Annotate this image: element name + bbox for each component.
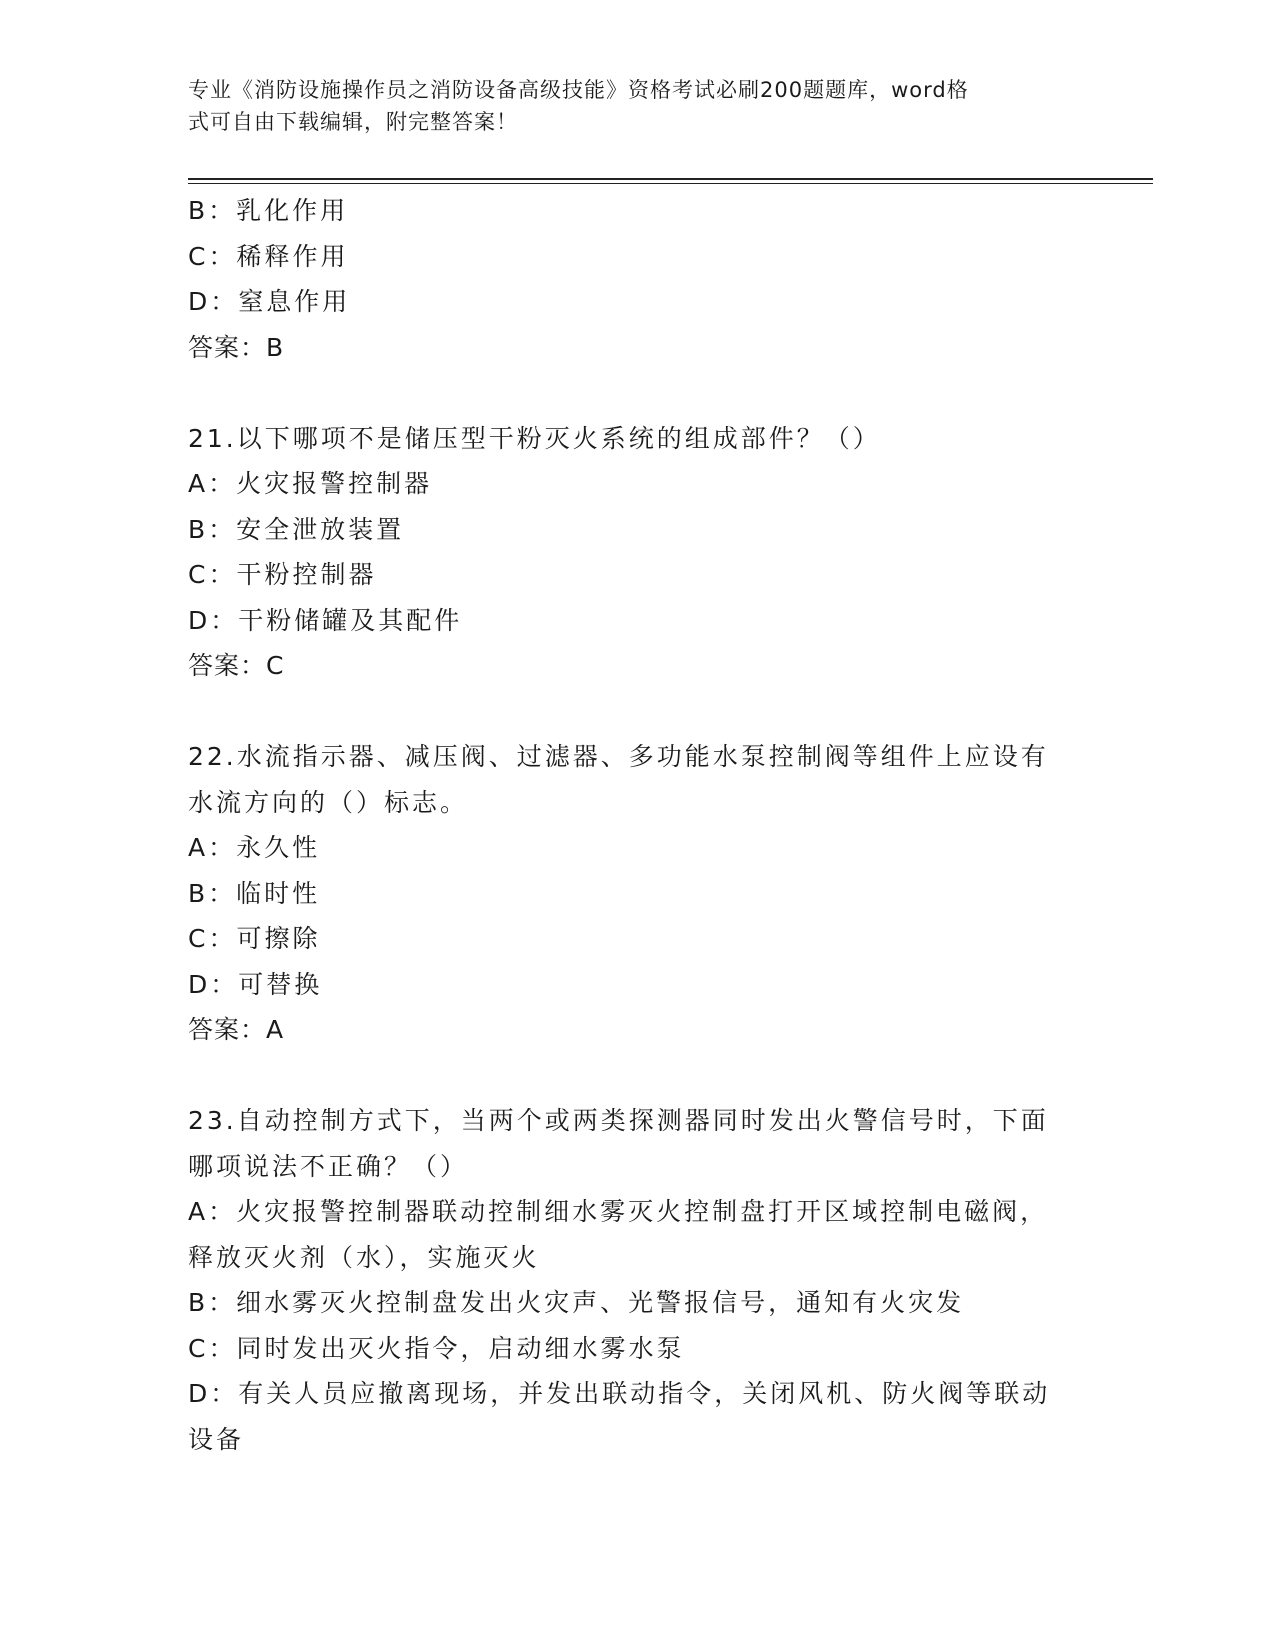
option-b: B：临时性 [188,878,321,908]
answer-line: 答案：A [188,1015,285,1044]
answer-line: 答案：C [188,651,285,680]
spacer [188,1053,1088,1099]
option-d: D：干粉储罐及其配件 [188,605,463,635]
question-block-20 [188,188,1088,370]
spacer [188,370,1088,416]
document-header [188,74,1068,138]
question-stem-line-2: 哪项说法不正确？（） [188,1151,469,1181]
question-block-23 [188,1098,1088,1462]
option-d: D：可替换 [188,969,323,999]
answer-line: 答案：B [188,332,285,362]
option-b: B：乳化作用 [188,196,349,225]
option-d-line-1: D：有关人员应撤离现场，并发出联动指令，关闭风机、防火阀等联动 [188,1379,1051,1408]
option-c: C：干粉控制器 [188,560,377,589]
header-line-2: 式可自由下载编辑，附完整答案！ [188,110,518,134]
option-d: D：窒息作用 [188,287,351,316]
option-b: B：细水雾灭火控制盘发出火灾声、光警报信号，通知有火灾发 [188,1288,965,1317]
question-stem: 21.以下哪项不是储压型干粉灭火系统的组成部件？（） [188,423,881,453]
option-b: B：安全泄放装置 [188,514,405,544]
question-stem-line-2: 水流方向的（）标志。 [188,787,469,817]
question-stem-line-1: 22.水流指示器、减压阀、过滤器、多功能水泵控制阀等组件上应设有 [188,742,1049,771]
spacer [188,689,1088,735]
question-list [188,188,1088,1462]
question-block-22 [188,734,1088,1053]
question-stem-line-1: 23.自动控制方式下，当两个或两类探测器同时发出火警信号时，下面 [188,1106,1049,1135]
option-a: A：永久性 [188,833,321,862]
option-a: A：火灾报警控制器 [188,469,433,498]
option-c: C：同时发出灭火指令，启动细水雾水泵 [188,1333,685,1363]
option-c: C：稀释作用 [188,241,349,271]
option-d-line-2: 设备 [188,1424,245,1454]
option-a-line-2: 释放灭火剂（水），实施灭火 [188,1242,540,1272]
option-a-line-1: A：火灾报警控制器联动控制细水雾灭火控制盘打开区域控制电磁阀， [188,1197,1049,1226]
question-block-21 [188,416,1088,689]
header-divider-thin [188,183,1153,184]
option-c: C：可擦除 [188,924,321,953]
header-line-1: 专业《消防设施操作员之消防设备高级技能》资格考试必刷200题题库，word格 [188,78,969,102]
header-divider-thick [188,178,1153,180]
